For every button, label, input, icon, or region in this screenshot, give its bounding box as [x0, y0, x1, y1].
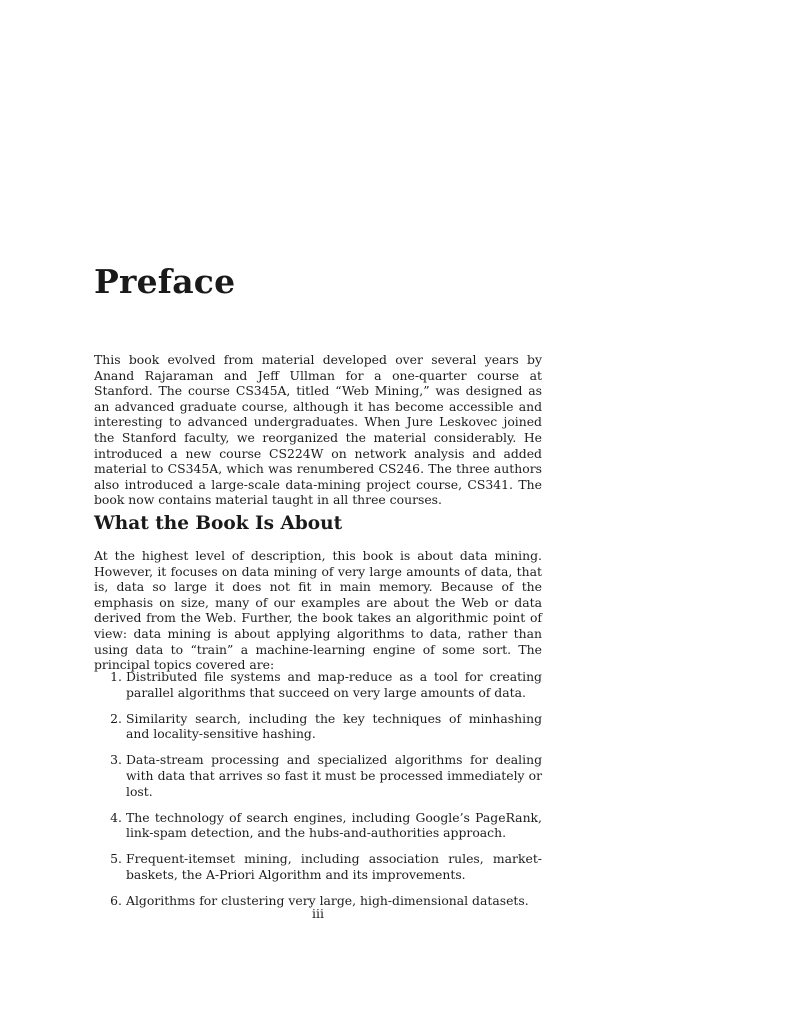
list-item-number: 3.	[110, 752, 122, 768]
list-item-text: Algorithms for clustering very large, high-dimensional datasets.	[126, 893, 529, 909]
list-item	[94, 810, 542, 841]
list-item-number: 6.	[110, 893, 122, 909]
list-item-text: The technology of search engines, including Google’s PageRank, link-spam detection, and the hubs-and-authorities approach.	[126, 809, 542, 841]
list-item	[94, 851, 542, 882]
list-item-text: Frequent-itemset mining, including association rules, market-baskets, the A-Priori Algorithm and its improvements.	[126, 851, 542, 882]
list-item-number: 2.	[110, 710, 122, 726]
list-item-text: Distributed file systems and map-reduce as a tool for creating parallel algorithms that succeed on very large amounts of data.	[126, 669, 542, 700]
list-item-number: 4.	[110, 809, 122, 825]
topic-list	[94, 669, 542, 919]
list-item-text: Similarity search, including the key techniques of minhashing and locality-sensitive hashing.	[126, 710, 542, 742]
section-paragraph: At the highest level of description, this book is about data mining. However, it focuses on data mining of very large amounts of data, that is, data so large it does not fit in main memory. Because of the emphasis on size, many of our examples are about the Web or data derived from the Web. Further, the book takes an algorithmic point of view: data mining is about applying algorithms to data, rather than using data to “train” a machine-learning engine of some sort. The principal topics covered are:	[94, 548, 542, 673]
list-item	[94, 711, 542, 742]
section-heading: What the Book Is About	[94, 513, 343, 534]
list-item-number: 5.	[110, 851, 122, 867]
intro-paragraph: This book evolved from material developed over several years by Anand Rajaraman and Jeff Ullman for a one-quarter course at Stanford. The course CS345A, titled “Web Mining,” was designed as an advanced graduate course, although it has become accessible and interesting to advanced undergraduates. When Jure Leskovec joined the Stanford faculty, we reorganized the material considerably. He introduced a new course CS224W on network analysis and added material to CS345A, which was renumbered CS246. The three authors also introduced a large-scale data-mining project course, CS341. The book now contains material taught in all three courses.	[94, 352, 542, 508]
list-item	[94, 669, 542, 700]
list-item	[94, 752, 542, 799]
list-item-number: 1.	[110, 669, 122, 684]
list-item-text: Data-stream processing and specialized algorithms for dealing with data that arrives so fast it must be processed immediately or lost.	[126, 752, 542, 799]
page-title: Preface	[94, 262, 236, 301]
page-number: iii	[312, 906, 324, 921]
